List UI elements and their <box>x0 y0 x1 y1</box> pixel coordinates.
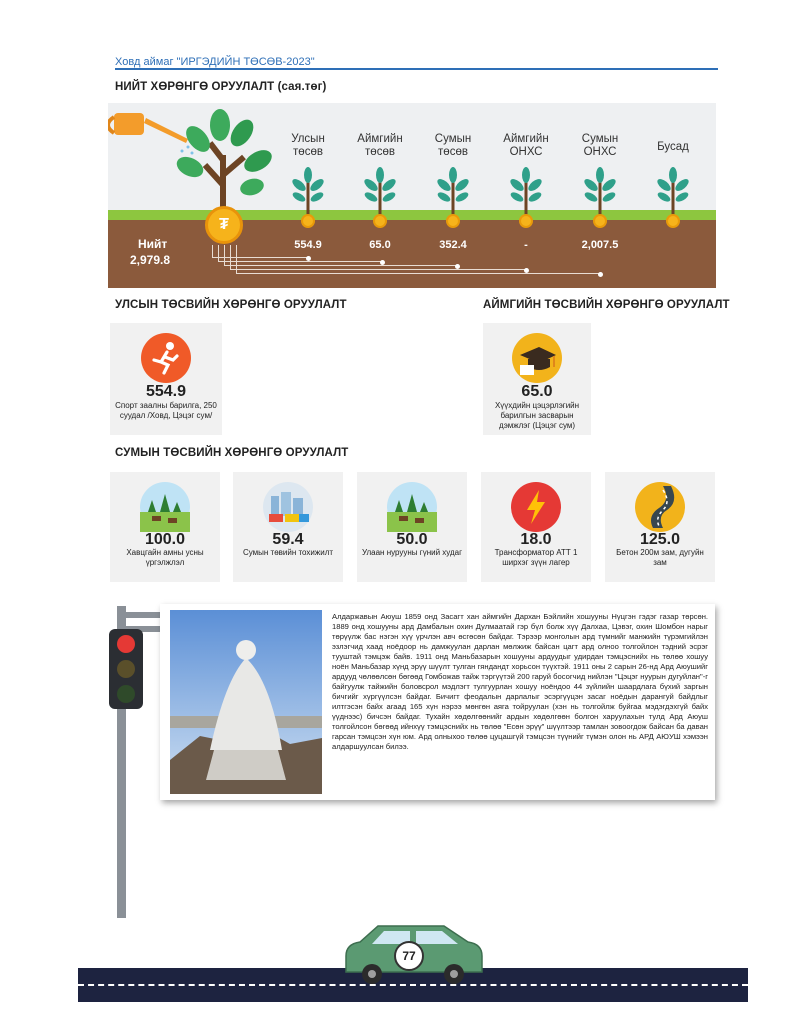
small-tree-icon <box>656 167 690 215</box>
connector-dot <box>306 256 311 261</box>
road-icon <box>635 482 685 532</box>
soum-investment-card <box>605 472 715 582</box>
card-description: Хүүхдийн цэцэрлэгийн барилгын засварын дэмжлэг (Цэцэг сум) <box>494 401 580 430</box>
category-label: Аймгийн төсөв <box>357 133 403 158</box>
soum-investment-card <box>481 472 591 582</box>
tugrik-coin-icon: ₮ <box>205 206 243 244</box>
lightning-icon <box>511 482 561 532</box>
category-label: Бусад <box>657 141 689 153</box>
green-lamp <box>117 685 135 703</box>
traffic-light-arm <box>120 612 162 618</box>
category-label: Аймгийн ОНХС <box>503 133 549 158</box>
connector-dot <box>455 264 460 269</box>
history-panel <box>160 604 715 800</box>
category-value: 65.0 <box>369 239 391 251</box>
aimag-investment-card <box>483 323 591 435</box>
soum-budget-title: СУМЫН ТӨСВИЙН ХӨРӨНГӨ ОРУУЛАЛТ <box>115 447 349 459</box>
small-tree-icon <box>509 167 543 215</box>
connector-dot <box>598 272 603 277</box>
money-tree-icon <box>170 105 280 217</box>
card-description: Бетон 200м зам, дугуйн зам <box>616 548 704 567</box>
state-budget-title: УЛСЫН ТӨСВИЙН ХӨРӨНГӨ ОРУУЛАЛТ <box>115 299 347 311</box>
small-tree-icon <box>291 167 325 215</box>
history-text: Алдаржавын Аюуш 1859 онд Засагт хан аймгийн Дархан Бэйлийн хошууны Нүцгэн гэдэг газар төрсөн. 1889 онд хошууны ард Дамбалын охин Дулмаатай гэр бүл болж хүү Далхаа, Цэвэг, охин Шомбон нарыг төрүүлж бас нэгэн хүү үрчлэн авч өсгөсөн байдаг. Тэрээр монголын ард түмнийг манжийн түрэмгийлэн эзлэгчид хаад ноёдоор нь дамжуулан дарлан мөлжиж байсан цагт ард олноо толгойлон тэдний эсрэг тууштай тэмцэж байв. 1911 онд Маньбазарын хошууны ардуудыг удирдан тэмцэснийх нь төлөө хошуу ноён Маньбазар хүнд эрүү шүүлт тулган гяндандт хорьсон түүхтэй. 1911 оны 2 сарын 26-нд Ард Аюушийг ардууд чөлөөлсөн бөгөөд Гомбожав тайж тэргүүтэй 200 гаруй босогчид нийлэн "Цэцэг нуурын дугуйлан"-г байгуулж тайжийн боловсрол мэдлэгт тулгуурлан хошуу ноёндоо 44 зүйлийн шаардлага бүхий заргын бичгийг хүргүүлсэн байдаг. Бичигт феодалын дарлалыг эсэргүүцэн засаг ноёдын дарангуй байдлыг илтгэсэн байх агаад 165 хүн нэрээ мөнгөн аяга тойруулан (хэн нь толгойлж буйгаа мэдэгдэхгүй байх үүднээс) бичсэн байдаг. Тухайн хөдөлгөөнийг ардын хөдөлгөөн болгон харуулахын тулд Ард Аюуш толгойлсон бөгөөд ийнхүү тэмцэснийх нь төлөө "Есөн эрүү" шүүлтээр тамлан зовоогдож байсан ба даван гарсан тэмцсэн хүн юм. Ард олныхоо төлөө цуцашгүй тэмцсэн түүнийг түмэн олон нь АРД АЮУШ хэмээн алдаршуулсан билээ. <box>332 612 708 751</box>
card-value: 50.0 <box>396 531 428 548</box>
amber-lamp <box>117 660 135 678</box>
coin-icon <box>301 214 315 228</box>
state-investment-card <box>110 323 222 435</box>
card-value: 18.0 <box>520 531 552 548</box>
card-value: 100.0 <box>144 531 186 548</box>
coin-icon <box>519 214 533 228</box>
aimag-budget-title: АЙМГИЙН ТӨСВИЙН ХӨРӨНГӨ ОРУУЛАЛТ <box>483 299 730 311</box>
graduation-cap-icon <box>512 333 562 383</box>
pasture-icon <box>140 482 190 532</box>
total-label: Нийт <box>138 237 168 251</box>
category-label: Сумын ОНХС <box>581 133 619 158</box>
small-tree-icon <box>583 167 617 215</box>
coin-icon <box>373 214 387 228</box>
total-value: 2,979.8 <box>130 253 171 267</box>
page-header <box>115 52 718 70</box>
card-description: Улаан нурууны гүний худаг <box>361 548 463 557</box>
running-person-icon <box>141 333 191 383</box>
card-value: 59.4 <box>272 531 304 548</box>
traffic-light-icon <box>109 629 143 709</box>
soum-investment-card <box>357 472 467 582</box>
category-value: - <box>524 239 528 251</box>
card-value: 554.9 <box>145 383 187 400</box>
coin-icon <box>593 214 607 228</box>
red-lamp <box>117 635 135 653</box>
investment-band <box>108 103 716 288</box>
category-label: Улсын төсөв <box>291 133 325 158</box>
connector-dot <box>380 260 385 265</box>
card-description: Спорт заалны барилга, 250 суудал /Ховд, Цэцэг сум/ <box>115 401 217 420</box>
monument-photo <box>170 610 322 794</box>
card-description: Сумын төвийн тохижилт <box>242 548 334 557</box>
card-value: 65.0 <box>521 383 553 400</box>
coin-icon <box>666 214 680 228</box>
soum-investment-card <box>233 472 343 582</box>
category-value: 554.9 <box>294 239 322 251</box>
category-value: 2,007.5 <box>581 239 619 251</box>
category-label: Сумын төсөв <box>434 133 472 158</box>
card-description: Трансформатор АТТ 1 ширхэг зүүн лагер <box>494 548 578 567</box>
page-number: 77 <box>394 941 424 971</box>
pasture-icon <box>387 482 437 532</box>
soum-investment-card <box>110 472 220 582</box>
connector-dot <box>524 268 529 273</box>
card-description: Хавцгайн амны усны үргэлжлэл <box>126 548 204 567</box>
total-investment-title: НИЙТ ХӨРӨНГӨ ОРУУЛАЛТ (сая.төг) <box>115 81 327 93</box>
small-tree-icon <box>436 167 470 215</box>
card-value: 125.0 <box>639 531 681 548</box>
small-tree-icon <box>363 167 397 215</box>
coin-icon <box>446 214 460 228</box>
header-title: Ховд аймаг "ИРГЭДИЙН ТӨСӨВ-2023" <box>115 56 315 68</box>
category-value: 352.4 <box>439 239 467 251</box>
equipment-icon <box>263 482 313 532</box>
